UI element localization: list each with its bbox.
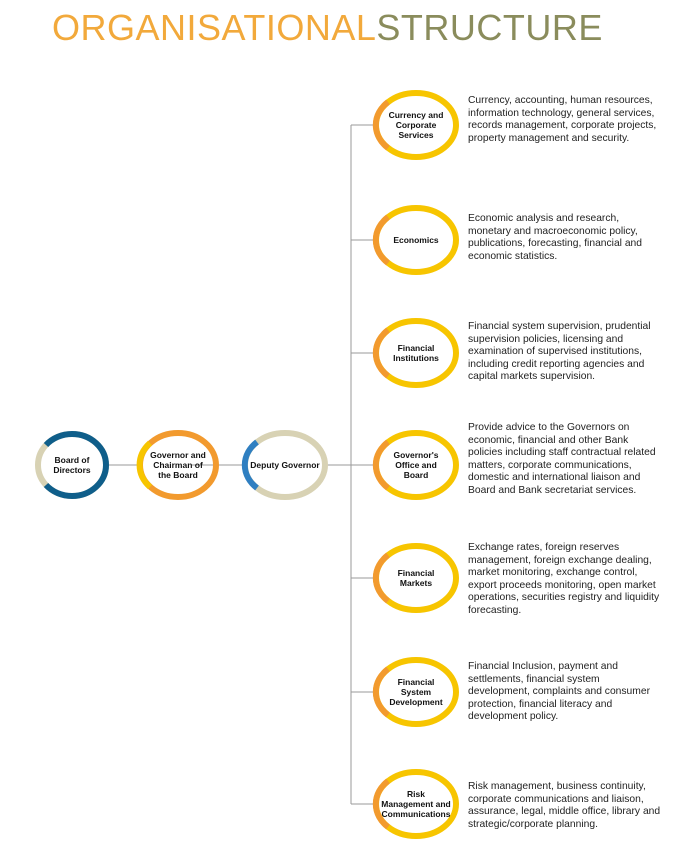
node-governor: Governor and Chairman of the Board [150, 450, 206, 480]
node-board-of-directors: Board of Directors [53, 455, 91, 475]
dept-label-financial-institutions: Financial Institutions [393, 343, 439, 363]
dept-description-financial-system-development: Financial Inclusion, payment and settlements, financial system development, complaints and consumer protection, financial literacy and development policy. [468, 661, 651, 723]
dept-description-governors-office: Provide advice to the Governors on economic, financial and other Bank policies including staff contractual related matters, corporate communications, domestic and international liaison and Board and Bank secretariat services. [468, 422, 656, 496]
dept-label-financial-system-development: Financial System Development [389, 677, 443, 707]
dept-description-risk-management: Risk management, business continuity, corporate communications and liaison, assurance, legal, middle office, library and strategic/corporate planning. [468, 781, 661, 830]
dept-description-financial-markets: Exchange rates, foreign reserves management, foreign exchange dealing, market monitoring, exchange control, export proceeds monitoring, open market operations, securities registry and liquidity forecasting. [468, 542, 660, 616]
title-part-2: STRUCTURE [376, 7, 603, 48]
title-part-1: ORGANISATIONAL [52, 7, 377, 48]
dept-label-governors-office: Governor's Office and Board [393, 450, 439, 480]
dept-description-economics: Economic analysis and research, monetary and macroeconomic policy, publications, forecasting, financial and economic statistics. [468, 213, 643, 262]
dept-label-economics: Economics [393, 235, 439, 245]
dept-label-risk-management: Risk Management and Communications [381, 789, 451, 819]
dept-description-currency: Currency, accounting, human resources, information technology, general services, records management, corporate projects, property management and security. [468, 95, 657, 144]
dept-label-currency: Currency and Corporate Services [388, 110, 444, 140]
dept-description-financial-institutions: Financial system supervision, prudential supervision policies, licensing and examination of supervised institutions, including credit reporting agencies and capital markets supervision. [468, 321, 651, 383]
node-deputy-governor: Deputy Governor [250, 460, 320, 470]
dept-label-financial-markets: Financial Markets [397, 568, 435, 588]
